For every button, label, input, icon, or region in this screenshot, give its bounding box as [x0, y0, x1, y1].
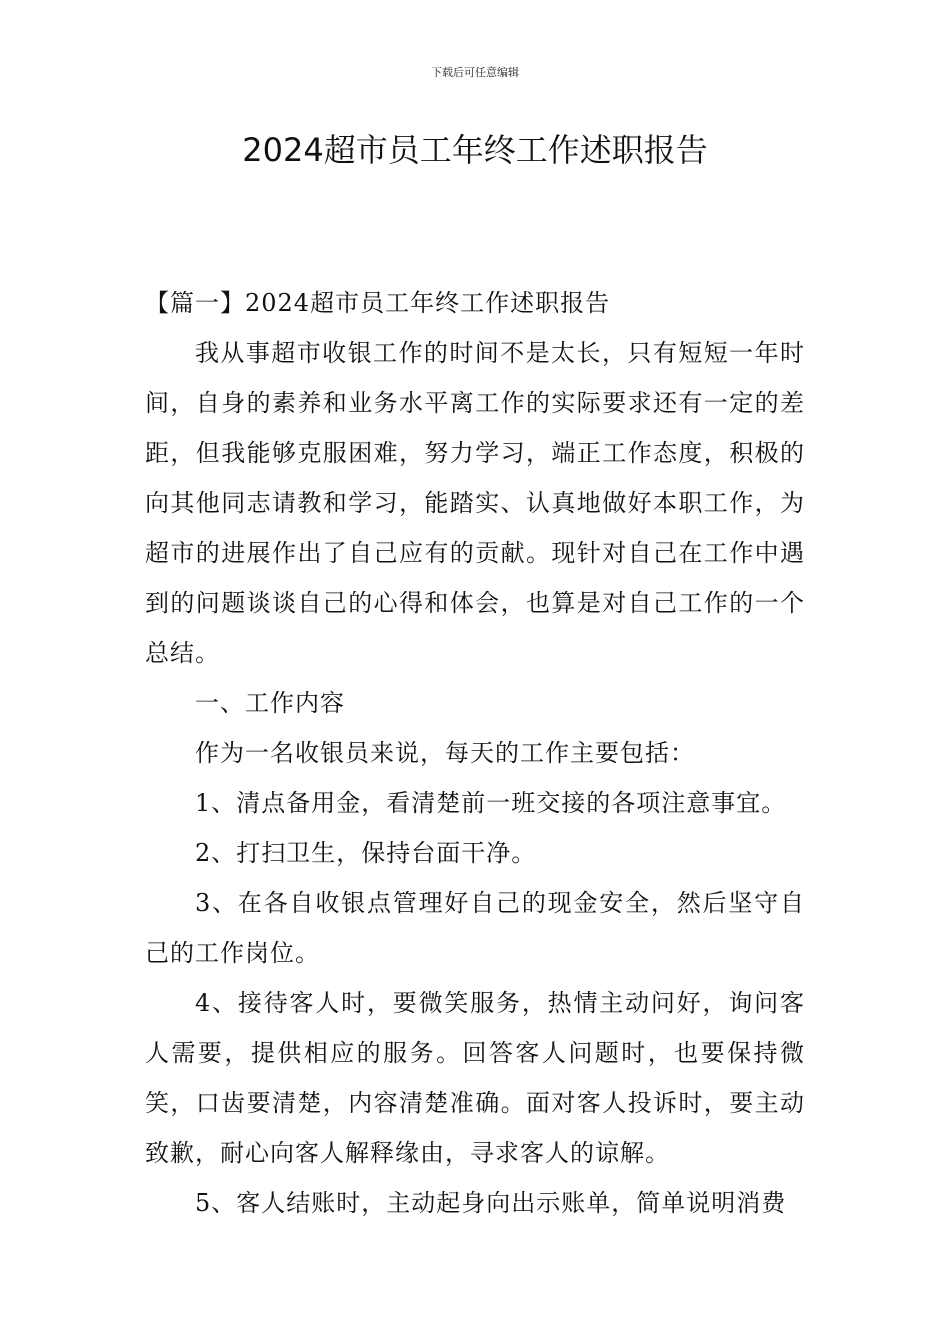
paragraph: 作为一名收银员来说，每天的工作主要包括： — [195, 739, 695, 767]
intro-paragraph: 我从事超市收银工作的时间不是太长，只有短短一年时间，自身的素养和业务水平离工作的实际要求还有一定的差距，但我能够克服困难，努力学习，端正工作态度，积极的向其他同志请教和学习，能踏实、认真地做好本职工作，为超市的进展作出了自己应有的贡献。现针对自己在工作中遇到的问题谈谈自己的心得和体会，也算是对自己工作的一个总结。 — [145, 339, 805, 667]
list-item: 1、清点备用金，看清楚前一班交接的各项注意事宜。 — [195, 789, 787, 817]
list-item: 3、在各自收银点管理好自己的现金安全，然后坚守自己的工作岗位。 — [145, 889, 805, 967]
list-item: 4、接待客人时，要微笑服务，热情主动问好，询问客人需要，提供相应的服务。回答客人问题时，也要保持微笑，口齿要清楚，内容清楚准确。面对客人投诉时，要主动致歉，耐心向客人解释缘由，寻求客人的谅解。 — [145, 989, 805, 1167]
list-item: 5、客人结账时，主动起身向出示账单，简单说明消费 — [195, 1189, 787, 1217]
document-body — [145, 278, 805, 1228]
list-item: 2、打扫卫生，保持台面干净。 — [195, 839, 537, 867]
section-heading: 【篇一】2024超市员工年终工作述职报告 — [145, 289, 611, 317]
document-title: 2024超市员工年终工作述职报告 — [242, 131, 708, 169]
subsection-heading: 一、工作内容 — [195, 689, 345, 717]
header-note: 下载后可任意编辑 — [431, 66, 519, 79]
